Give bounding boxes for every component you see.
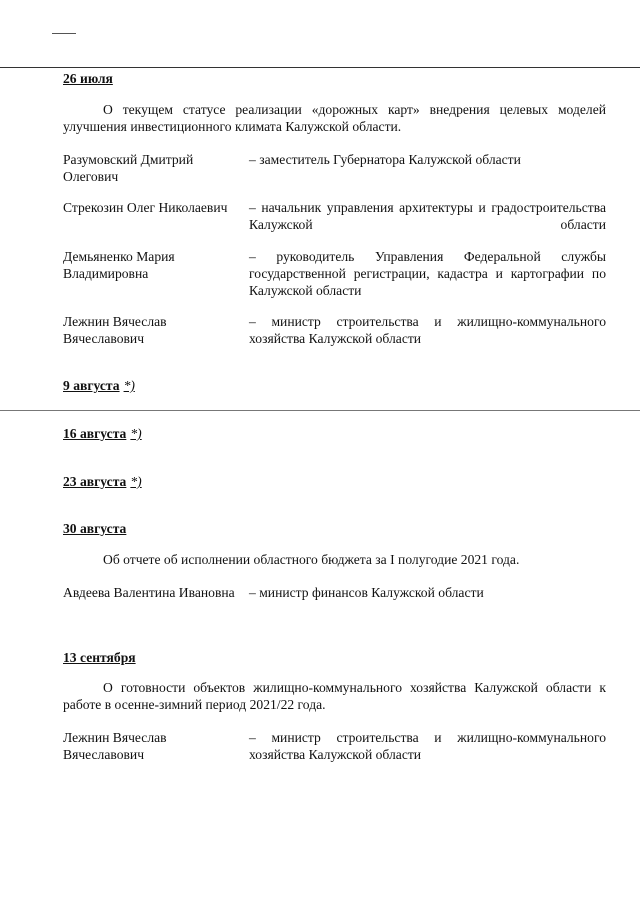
speaker-role: – министр строительства и жилищно-коммунального хозяйства Калужской области	[249, 730, 606, 762]
speaker-name: Лежнин Вячеслав Вячеславович	[63, 314, 167, 346]
date-text: 16 августа	[63, 426, 127, 441]
speaker-name: Лежнин Вячеслав Вячеславович	[63, 730, 167, 762]
date-text: 30 августа	[63, 521, 127, 536]
section-topic: О готовности объектов жилищно-коммунального хозяйства Калужской области к работе в осенне-зимний период 2021/22 года.	[63, 680, 606, 712]
scan-line-mid	[0, 410, 640, 411]
date-text: 23 августа	[63, 474, 127, 489]
date-text: 26 июля	[63, 71, 113, 86]
section-topic: Об отчете об исполнении областного бюджета за I полугодие 2021 года.	[103, 552, 520, 567]
section-date-13-september	[63, 649, 136, 666]
section-date-16-august	[63, 425, 142, 442]
footnote-mark: *)	[123, 378, 135, 393]
speaker-role: – министр финансов Калужской области	[249, 585, 484, 600]
speaker-name: Стрекозин Олег Николаевич	[63, 200, 228, 215]
section-date-30-august	[63, 520, 126, 537]
scan-line-top	[0, 67, 640, 68]
speaker-name: Разумовский Дмитрий Олегович	[63, 152, 194, 184]
speaker-role: – начальник управления архитектуры и градостроительства Калужской области	[249, 200, 606, 232]
speaker-role: – заместитель Губернатора Калужской области	[249, 152, 521, 167]
date-text: 13 сентября	[63, 650, 136, 665]
speaker-role: – министр строительства и жилищно-коммунального хозяйства Калужской области	[249, 314, 606, 346]
speaker-name: Демьяненко Мария Владимировна	[63, 249, 175, 281]
speaker-name: Авдеева Валентина Ивановна	[63, 585, 235, 600]
section-date-23-august	[63, 473, 142, 490]
date-text: 9 августа	[63, 378, 120, 393]
section-topic: О текущем статусе реализации «дорожных карт» внедрения целевых моделей улучшения инвестиционного климата Калужской области.	[63, 102, 606, 134]
speaker-role: – руководитель Управления Федеральной службы государственной регистрации, кадастра и картографии по Калужской области	[249, 249, 606, 298]
footnote-mark: *)	[130, 474, 142, 489]
scan-mark-top	[52, 33, 76, 34]
section-date-26-july	[63, 70, 113, 87]
section-date-9-august	[63, 377, 135, 394]
footnote-mark: *)	[130, 426, 142, 441]
